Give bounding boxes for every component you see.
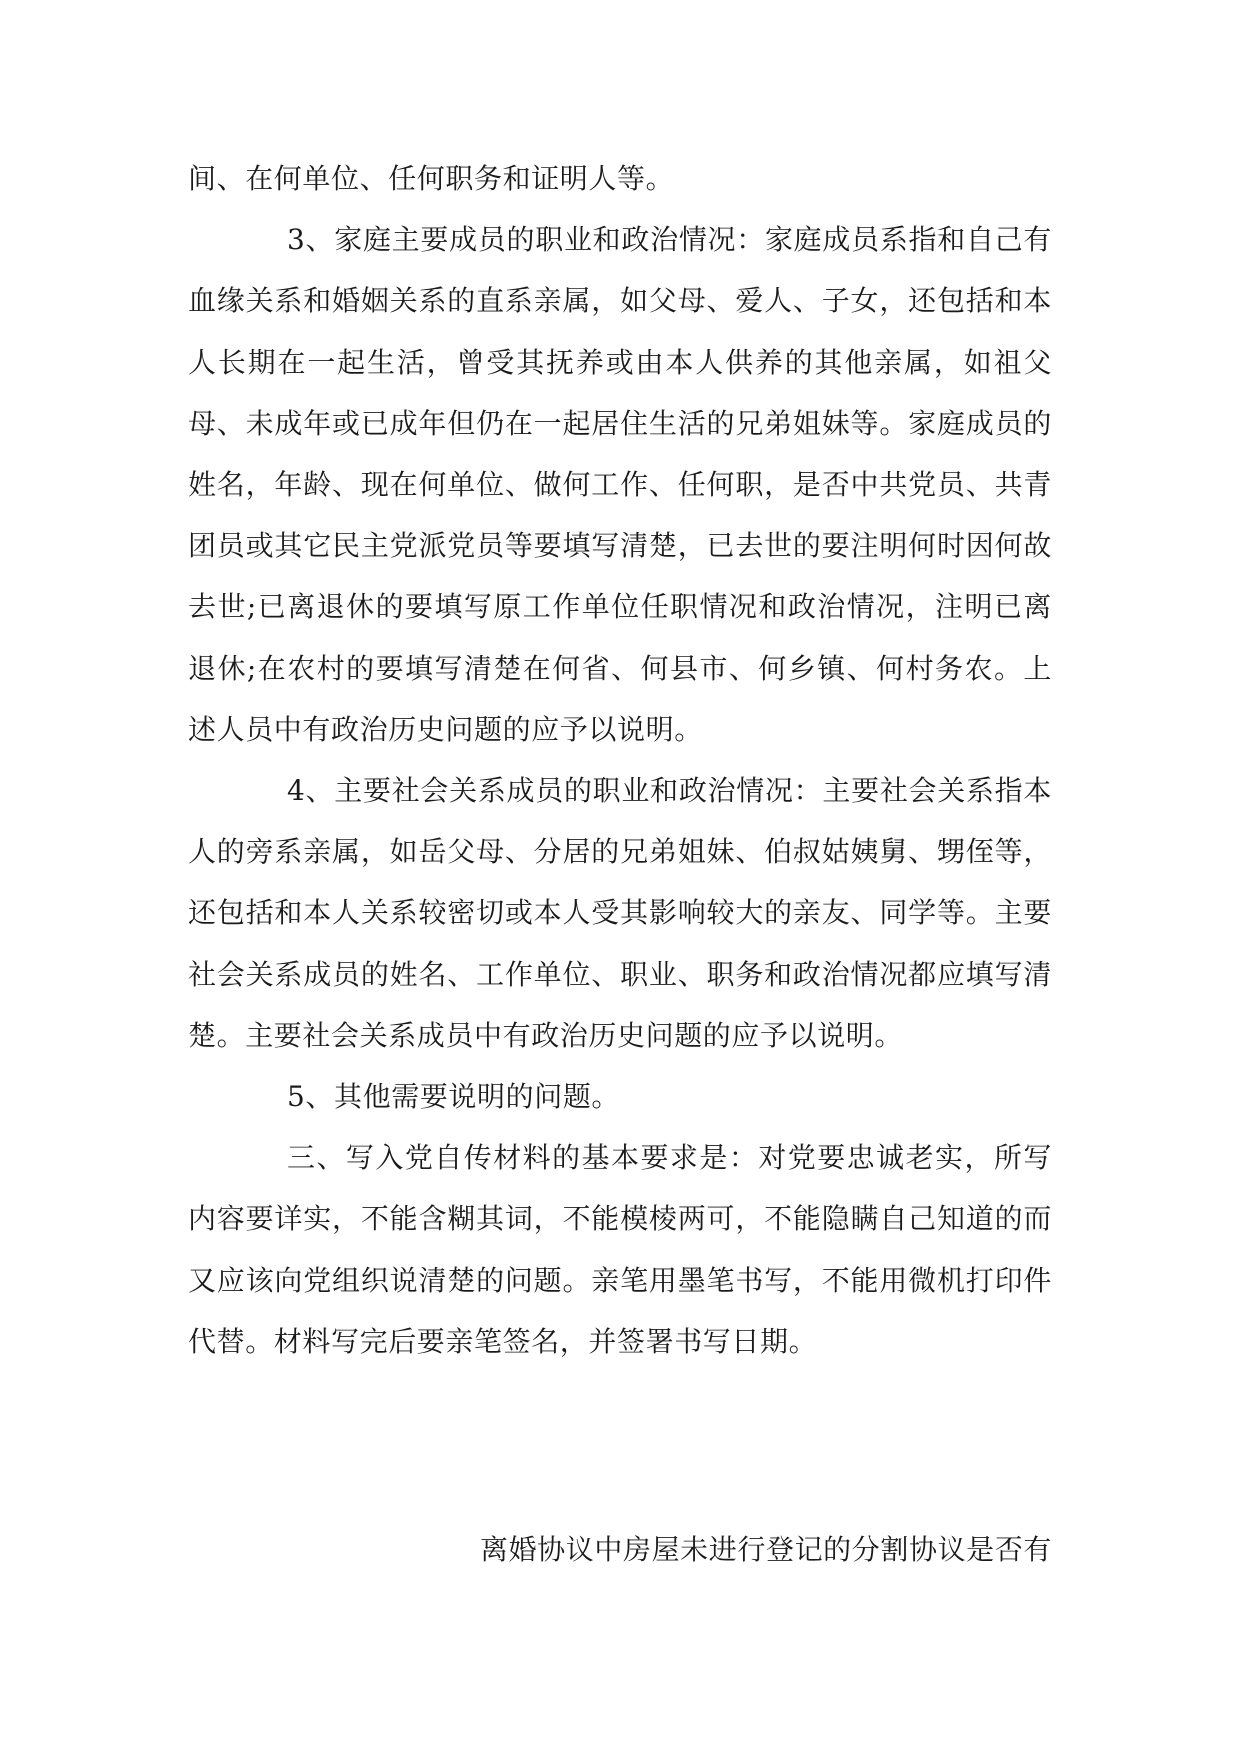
paragraph-continuation: 间、在何单位、任何职务和证明人等。: [188, 162, 675, 195]
trailing-title: 离婚协议中房屋未进行登记的分割协议是否有: [479, 1533, 1052, 1566]
paragraph-family-members: 3、家庭主要成员的职业和政治情况：家庭成员系指和自己有血缘关系和婚姻关系的直系亲属，如父母、爱人、子女，还包括和本人长期在一起生活，曾受其抚养或由本人供养的其他亲属，如祖父母、未成年或已成年但仍在一起居住生活的兄弟姐妹等。家庭成员的姓名，年龄、现在何单位、做何工作、任何职，是否中共党员、共青团员或其它民主党派党员等要填写清楚，已去世的要注明何时因何故去世;已离退休的要填写原工作单位任职情况和政治情况，注明已离退休;在农村的要填写清楚在何省、何县市、何乡镇、何村务农。上述人员中有政治历史问题的应予以说明。: [188, 223, 1052, 746]
document-body: [188, 148, 1052, 1372]
paragraph-social-relations: 4、主要社会关系成员的职业和政治情况：主要社会关系指本人的旁系亲属，如岳父母、分居的兄弟姐妹、伯叔姑姨舅、甥侄等，还包括和本人关系较密切或本人受其影响较大的亲友、同学等。主要社会关系成员的姓名、工作单位、职业、职务和政治情况都应填写清楚。主要社会关系成员中有政治历史问题的应予以说明。: [188, 774, 1052, 1052]
paragraph-other-issues: 5、其他需要说明的问题。: [287, 1080, 621, 1114]
paragraph-basic-requirements: 三、写入党自传材料的基本要求是：对党要忠诚老实，所写内容要详实，不能含糊其词，不能模棱两可，不能隐瞒自己知道的而又应该向党组织说清楚的问题。亲笔用墨笔书写，不能用微机打印件代替。材料写完后要亲笔签名，并签署书写日期。: [188, 1141, 1052, 1358]
